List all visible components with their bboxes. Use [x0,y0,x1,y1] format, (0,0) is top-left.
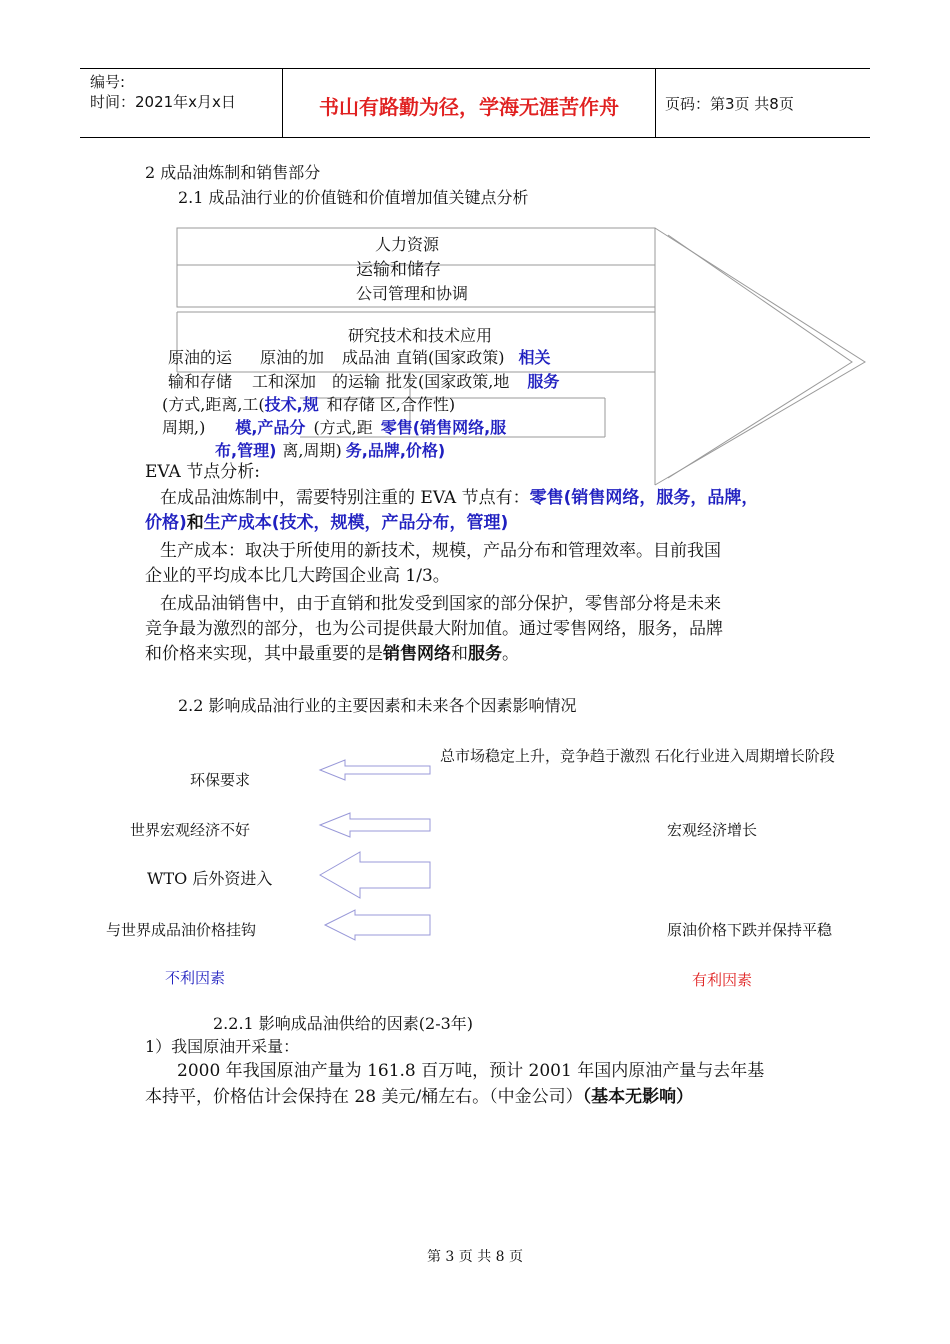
support-research: 研究技术和技术应用 [348,326,493,345]
factor-environment: 环保要求 [190,771,251,789]
supply-paragraph-line-2: 本持平，价格估计会保持在 28 美元/桶左右。（中金公司）（基本无影响） [145,1087,694,1107]
support-management: 公司管理和协调 [356,284,469,303]
factor-macro-growth: 宏观经济增长 [667,821,758,839]
arrow-world-economy [320,813,430,837]
primary-line-1: 原油的运 原油的加 成品油 直销(国家政策) 相关 [168,348,551,367]
sales-paragraph-line-2: 竞争最为激烈的部分，也为公司提供最大附加值。通过零售网络，服务，品牌 [145,619,723,639]
section-heading: 2 成品油炼制和销售部分 [145,163,321,182]
arrow-price-link [325,910,430,940]
page-footer: 第 3 页 共 8 页 [426,1249,524,1265]
factor-world-economy: 世界宏观经济不好 [130,821,251,839]
eva-label: EVA 节点分析: [145,462,260,482]
arrow-wto [320,852,430,898]
subsection-heading-2-2: 2.2 影响成品油行业的主要因素和未来各个因素影响情况 [178,696,577,715]
cost-paragraph-line-1: 生产成本：取决于所使用的新技术，规模，产品分布和管理效率。目前我国 [160,541,721,561]
subsection-heading-2-2-1: 2.2.1 影响成品油供给的因素(2-3年) [213,1014,474,1033]
eva-paragraph-line-2: 价格)和生产成本(技术，规模，产品分布，管理) [145,513,509,533]
support-transport: 运输和储存 [356,260,441,280]
cost-paragraph-line-2: 企业的平均成本比几大跨国企业高 1/3。 [145,566,450,586]
factor-wto: WTO 后外资进入 [147,869,273,888]
favorable-label: 有利因素 [692,971,753,989]
supply-paragraph-line-1: 2000 年我国原油产量为 161.8 百万吨，预计 2001 年国内原油产量与去年基 [177,1061,765,1081]
sales-paragraph-line-3: 和价格来实现，其中最重要的是销售网络和服务。 [145,644,519,664]
supply-item-1: 1）我国原油开采量： [145,1037,300,1056]
factor-price-link: 与世界成品油价格挂钩 [106,921,257,939]
subsection-heading-2-1: 2.1 成品油行业的价值链和价值增加值关键点分析 [178,188,529,207]
motto-text: 书山有路勤为径，学海无涯苦作舟 [319,95,619,119]
eva-paragraph-line-1: 在成品油炼制中，需要特别注重的 EVA 节点有：零售(销售网络，服务，品牌， [160,488,759,508]
primary-line-4: 周期,) 模,产品分 (方式,距 零售(销售网络,服 [162,418,507,437]
unfavorable-label: 不利因素 [165,969,226,987]
sales-paragraph-line-1: 在成品油销售中，由于直销和批发受到国家的部分保护，零售部分将是未来 [160,594,721,614]
primary-line-3: (方式,距离,工(技术,规 和存储 区,合作性) [162,395,456,414]
factor-crude-price-drop: 原油价格下跌并保持平稳 [667,921,833,939]
primary-line-2: 输和存储 工和深加 的运输 批发(国家政策,地 服务 [168,372,560,391]
market-trend-text: 总市场稳定上升，竞争趋于激烈 石化行业进入周期增长阶段 [440,747,835,765]
page-info: 页码：第3页 共8页 [665,95,794,113]
support-hr: 人力资源 [375,235,440,254]
arrow-environment [320,760,430,780]
number-label: 编号: [90,73,126,91]
primary-line-5: 布,管理) 离,周期) 务,品牌,价格) [215,441,446,460]
time-label: 时间：2021年x月x日 [90,93,236,111]
